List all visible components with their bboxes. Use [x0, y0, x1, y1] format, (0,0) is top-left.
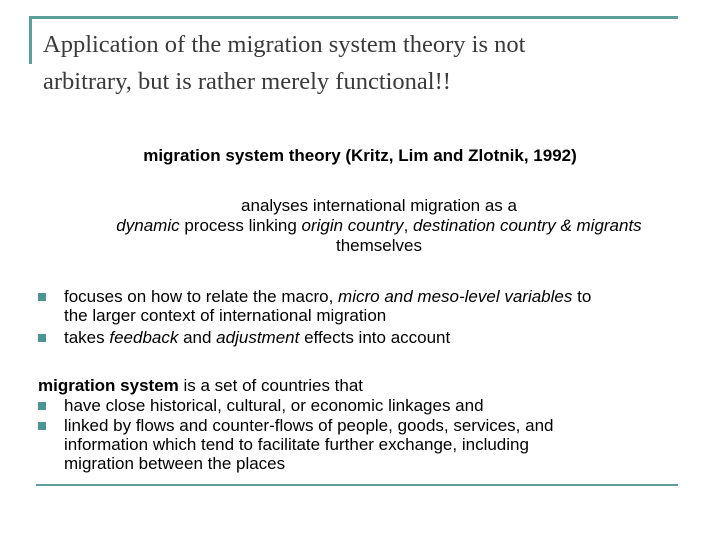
definition-bullet-line: migration between the places [64, 454, 286, 473]
bullet-line [64, 287, 718, 306]
square-bullet-icon [38, 293, 46, 301]
title-frame-top-rule [29, 16, 678, 19]
definition-bullet-line: have close historical, cultural, or economic linkages and [64, 396, 484, 415]
bullet-seg: micro and meso-level variables [338, 287, 573, 306]
bullet-line [64, 328, 718, 347]
definition-bullet-item [38, 416, 718, 473]
definition-text: is a set of countries that [178, 376, 364, 395]
description-line-3: themselves [336, 236, 422, 255]
description-line-1: analyses international migration as a [241, 196, 517, 215]
square-bullet-icon [38, 402, 46, 410]
desc-seg: process linking [179, 216, 302, 235]
definition-bullet-item [38, 396, 718, 415]
bullet-seg: adjustment [216, 328, 300, 347]
definition-intro [38, 376, 718, 395]
theory-bullet-list [38, 287, 718, 350]
slide-title [43, 26, 703, 100]
bullet-seg: focuses on how to relate the macro, [64, 287, 339, 306]
desc-seg: dynamic [116, 216, 180, 235]
migration-system-definition [38, 376, 718, 474]
slide-title-line-1: Application of the migration system theory is not [43, 31, 526, 58]
bullet-seg: feedback [109, 328, 179, 347]
definition-term: migration system [38, 376, 179, 395]
desc-seg: origin country [301, 216, 404, 235]
square-bullet-icon [38, 334, 46, 342]
bullet-item [38, 328, 718, 347]
bullet-seg: to [572, 287, 592, 306]
theory-heading: migration system theory (Kritz, Lim and Zlotnik, 1992) [143, 146, 577, 165]
bottom-rule [36, 484, 678, 486]
bullet-line [64, 306, 718, 325]
bullet-seg: the larger context of international migration [64, 306, 387, 325]
square-bullet-icon [38, 422, 46, 430]
description-line-2 [40, 216, 718, 236]
definition-bullet-line: information which tend to facilitate further exchange, including [64, 435, 529, 454]
title-frame-left-rule [29, 16, 32, 64]
bullet-seg: takes [64, 328, 110, 347]
bullet-seg: effects into account [299, 328, 451, 347]
definition-bullet-line: linked by flows and counter-flows of people, goods, services, and [64, 416, 554, 435]
bullet-seg: and [178, 328, 217, 347]
desc-seg: , [403, 216, 414, 235]
bullet-item [38, 287, 718, 325]
slide-title-line-2: arbitrary, but is rather merely functional!! [43, 68, 451, 95]
desc-seg: destination country & migrants [413, 216, 642, 235]
theory-description [40, 196, 718, 256]
